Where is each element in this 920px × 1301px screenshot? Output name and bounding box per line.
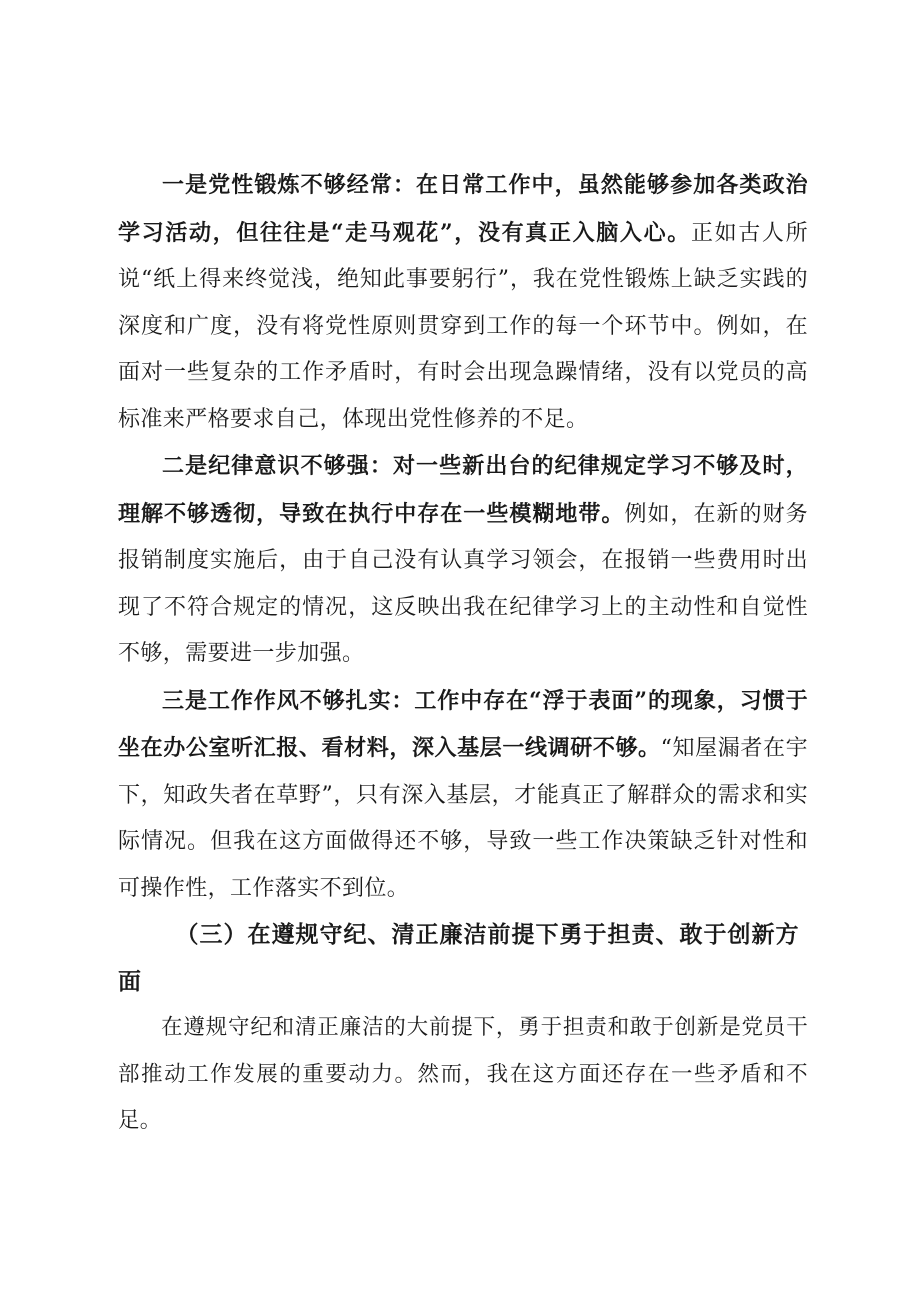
- document-body: [118, 162, 808, 1145]
- paragraph-work-style: [118, 678, 808, 913]
- closing-paragraph: 在遵规守纪和清正廉洁的大前提下，勇于担责和敢于创新是党员干部推动工作发展的重要动力。然而，我在这方面还存在一些矛盾和不足。: [118, 1015, 808, 1133]
- paragraph-discipline-awareness: [118, 443, 808, 678]
- paragraph-lead: 二是纪律意识不够强：对一些新出台的纪律规定学习不够及时，理解不够透彻，导致在执行中存在一些模糊地带。: [118, 453, 808, 527]
- paragraph-lead: 一是党性锻炼不够经常：在日常工作中，虽然能够参加各类政治学习活动，但往往是“走马观花”，没有真正入脑入心。: [118, 172, 808, 246]
- paragraph-party-training: [118, 162, 808, 443]
- section-heading: （三）在遵规守纪、清正廉洁前提下勇于担责、敢于创新方面: [118, 921, 800, 995]
- paragraph-text: 正如古人所说“纸上得来终觉浅，绝知此事要躬行”，我在党性锻炼上缺乏实践的深度和广度，没有将党性原则贯穿到工作的每一个环节中。例如，在面对一些复杂的工作矛盾时，有时会出现急躁情绪，没有以党员的高标准来严格要求自己，体现出党性修养的不足。: [118, 220, 808, 432]
- paragraph-text: 例如，在新的财务报销制度实施后，由于自己没有认真学习领会，在报销一些费用时出现了不符合规定的情况，这反映出我在纪律学习上的主动性和自觉性不够，需要进一步加强。: [118, 501, 808, 666]
- paragraph-lead: 三是工作作风不够扎实：工作中存在“浮于表面”的现象，习惯于坐在办公室听汇报、看材料，深入基层一线调研不够。: [118, 687, 808, 761]
- paragraph-text: “知屋漏者在宇下，知政失者在草野”，只有深入基层，才能真正了解群众的需求和实际情况。但我在这方面做得还不够，导致一些工作决策缺乏针对性和可操作性，工作落实不到位。: [118, 736, 808, 901]
